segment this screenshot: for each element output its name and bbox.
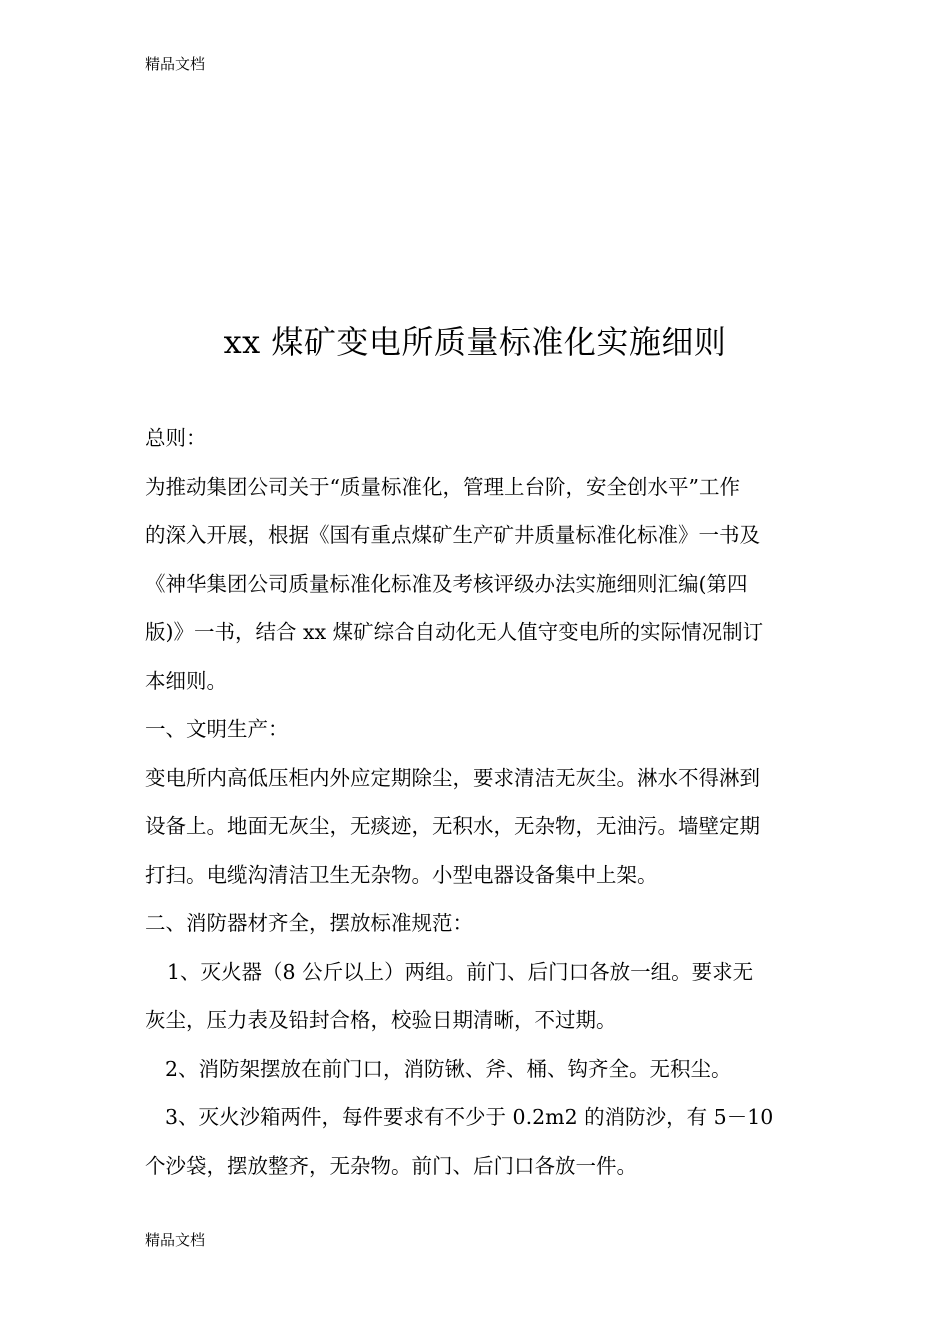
section-heading-civilized-production: 一、文明生产： [145, 717, 289, 741]
paragraph-line: 的深入开展，根据《国有重点煤矿生产矿井质量标准化标准》一书及 [145, 523, 760, 547]
paragraph-line: 打扫。电缆沟清洁卫生无杂物。小型电器设备集中上架。 [145, 862, 658, 887]
paragraph-line: 本细则。 [145, 668, 227, 693]
paragraph-line: 《神华集团公司质量标准化标准及考核评级办法实施细则汇编(第四 [145, 571, 748, 596]
paragraph-line: 版)》一书，结合 xx 煤矿综合自动化无人值守变电所的实际情况制订 [145, 620, 764, 644]
page-header: 精品文档 [145, 55, 206, 73]
document-title: xx 煤矿变电所质量标准化实施细则 [223, 323, 727, 361]
list-item-2: 2、消防架摆放在前门口，消防锹、斧、桶、钩齐全。无积尘。 [165, 1056, 732, 1081]
paragraph-line: 为推动集团公司关于“质量标准化，管理上台阶，安全创水平”工作 [145, 474, 740, 499]
list-item-1: 1、灭火器（8 公斤以上）两组。前门、后门口各放一组。要求无 [167, 959, 754, 984]
section-heading-general: 总则： [145, 426, 207, 450]
page-footer: 精品文档 [145, 1231, 206, 1249]
list-item-3-continued: 个沙袋，摆放整齐，无杂物。前门、后门口各放一件。 [145, 1153, 637, 1178]
document-body [145, 414, 825, 1190]
list-item-3: 3、灭火沙箱两件，每件要求有不少于 0.2m2 的消防沙，有 5－10 [165, 1105, 774, 1129]
section-heading-fire-equipment: 二、消防器材齐全，摆放标准规范： [145, 911, 473, 935]
paragraph-line: 设备上。地面无灰尘，无痰迹，无积水，无杂物，无油污。墙壁定期 [145, 814, 760, 838]
paragraph-line: 变电所内高低压柜内外应定期除尘，要求清洁无灰尘。淋水不得淋到 [145, 765, 760, 790]
list-item-1-continued: 灰尘，压力表及铅封合格，校验日期清晰，不过期。 [145, 1008, 617, 1032]
